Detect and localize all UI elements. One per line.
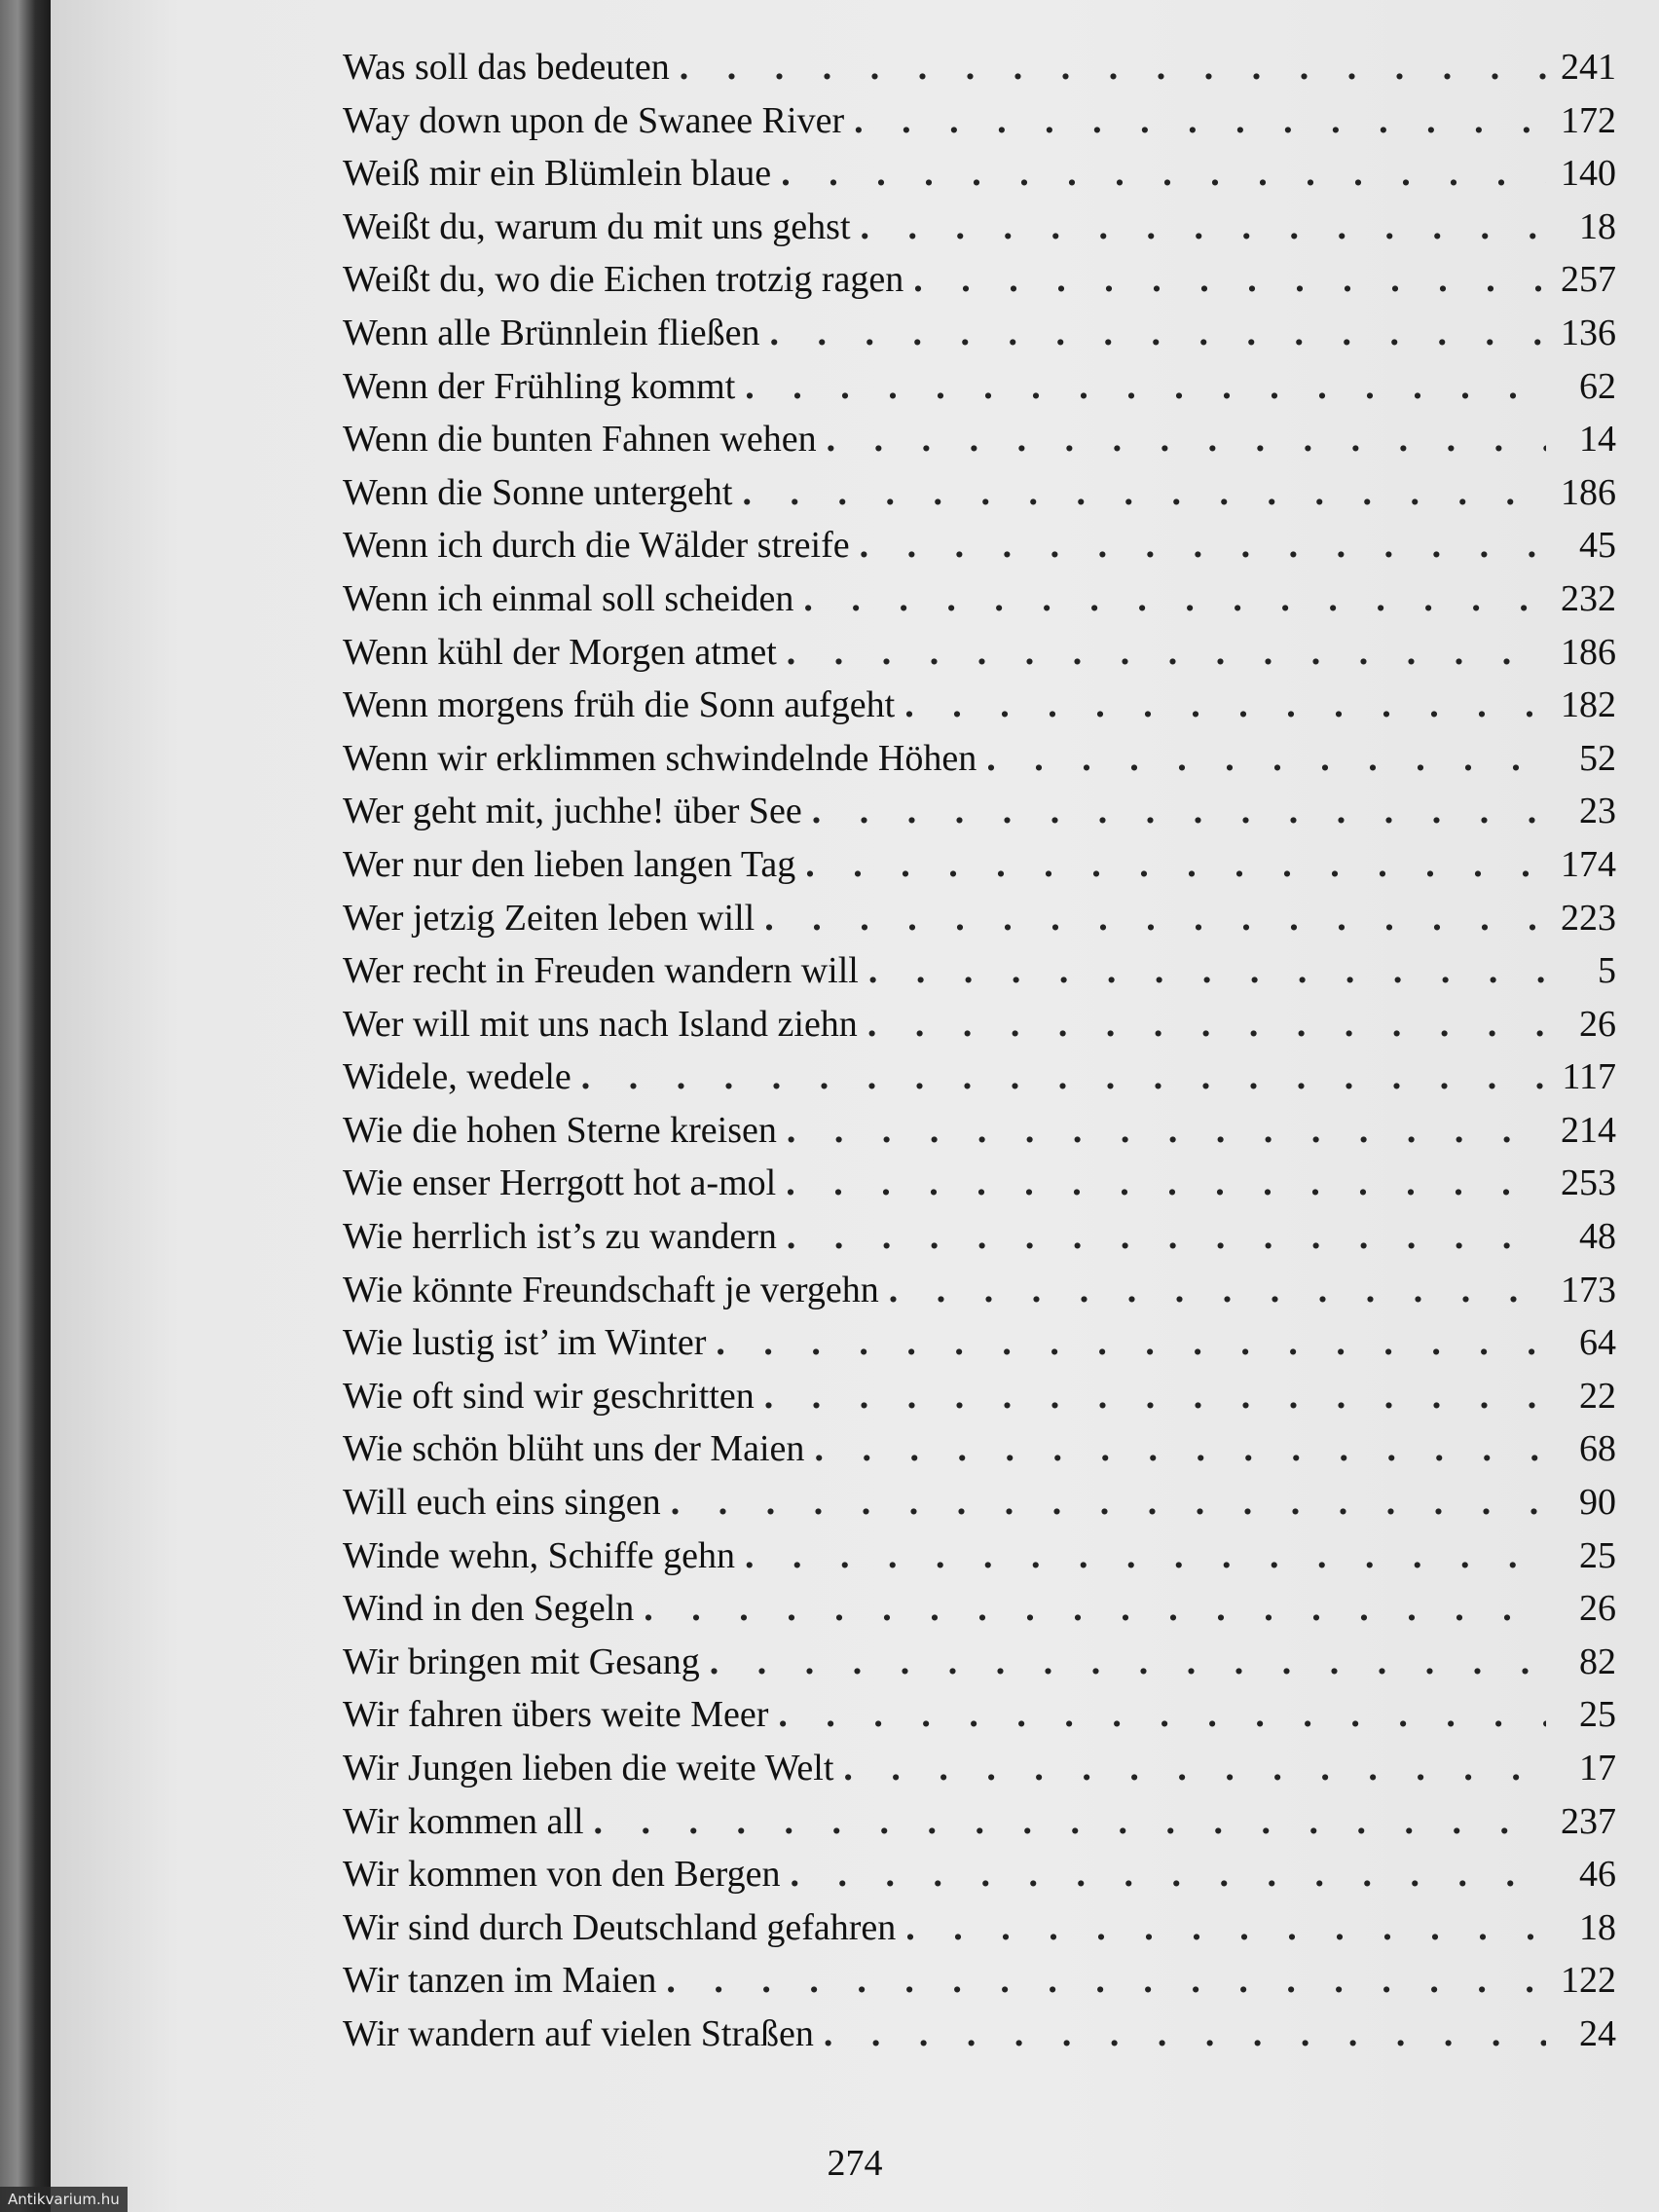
entry-page-number: 117: [1562, 1056, 1616, 1098]
dot-leader: [868, 944, 1546, 998]
entry-title: Wir fahren übers weite Meer: [343, 1694, 769, 1736]
index-entry: [343, 732, 1616, 786]
entry-title: Wie herrlich ist’s zu wandern: [343, 1216, 777, 1258]
entry-page-number: 18: [1579, 1906, 1616, 1948]
index-entry: [343, 253, 1616, 307]
entry-page-number: 174: [1561, 843, 1616, 885]
dot-leader: [680, 41, 1546, 94]
entry-title: Will euch eins singen: [343, 1482, 661, 1524]
dot-leader: [581, 1051, 1546, 1104]
entry-title: Wind in den Segeln: [343, 1588, 635, 1630]
entry-title: Wie könnte Freundschaft je vergehn: [343, 1269, 879, 1310]
entry-title: Wir tanzen im Maien: [343, 1960, 657, 2002]
entry-page-number: 122: [1561, 1960, 1616, 2002]
dot-leader: [666, 1954, 1546, 2008]
song-index-list: [343, 41, 1616, 2061]
entry-page-number: 48: [1579, 1216, 1616, 1258]
index-entry: [343, 2008, 1616, 2061]
entry-page-number: 173: [1561, 1269, 1616, 1310]
dot-leader: [787, 1104, 1546, 1158]
entry-title: Wie schön blüht uns der Maien: [343, 1428, 805, 1470]
index-entry: [343, 1264, 1616, 1317]
entry-page-number: 26: [1579, 1003, 1616, 1045]
entry-title: Wir Jungen lieben die weite Welt: [343, 1748, 834, 1788]
entry-title: Wir kommen all: [343, 1800, 584, 1842]
index-entry: [343, 1104, 1616, 1158]
dot-leader: [861, 201, 1547, 254]
entry-page-number: 172: [1561, 99, 1616, 141]
entry-page-number: 45: [1579, 525, 1616, 567]
index-entry: [343, 1688, 1616, 1742]
entry-title: Wir sind durch Deutschland gefahren: [343, 1906, 897, 1948]
entry-page-number: 46: [1579, 1854, 1616, 1896]
dot-leader: [781, 147, 1546, 201]
index-entry: [343, 360, 1616, 414]
dot-leader: [787, 626, 1546, 680]
dot-leader: [764, 1370, 1546, 1423]
entry-page-number: 182: [1561, 684, 1616, 726]
index-entry: [343, 572, 1616, 626]
watermark: Antikvarium.hu: [0, 2187, 128, 2212]
entry-title: Wer geht mit, juchhe! über See: [343, 791, 802, 832]
index-entry: [343, 998, 1616, 1051]
index-entry: [343, 1476, 1616, 1530]
entry-page-number: 140: [1561, 153, 1616, 195]
index-entry: [343, 1370, 1616, 1423]
entry-title: Wir kommen von den Bergen: [343, 1854, 781, 1896]
index-entry: [343, 41, 1616, 94]
dot-leader: [790, 1848, 1546, 1901]
dot-leader: [764, 892, 1546, 945]
entry-page-number: 17: [1579, 1748, 1616, 1788]
entry-title: Wir wandern auf vielen Straßen: [343, 2012, 814, 2054]
entry-title: Wer nur den lieben langen Tag: [343, 843, 796, 885]
entry-title: Way down upon de Swanee River: [343, 99, 845, 141]
index-entry: [343, 626, 1616, 680]
entry-page-number: 25: [1579, 1534, 1616, 1576]
entry-title: Was soll das bedeuten: [343, 47, 670, 88]
index-entry: [343, 1742, 1616, 1795]
entry-page-number: 223: [1561, 897, 1616, 939]
entry-page-number: 14: [1579, 419, 1616, 461]
dot-leader: [889, 1264, 1546, 1317]
entry-title: Wie lustig ist’ im Winter: [343, 1322, 707, 1364]
entry-page-number: 237: [1561, 1800, 1616, 1842]
dot-leader: [805, 838, 1546, 892]
index-entry: [343, 413, 1616, 466]
index-entry: [343, 1530, 1616, 1583]
dot-leader: [913, 253, 1546, 307]
entry-title: Wer will mit uns nach Island ziehn: [343, 1003, 858, 1045]
entry-title: Wenn wir erklimmen schwindelnde Höhen: [343, 737, 977, 779]
dot-leader: [854, 94, 1546, 148]
entry-title: Weißt du, wo die Eichen trotzig ragen: [343, 259, 904, 301]
dot-leader: [905, 1901, 1546, 1955]
dot-leader: [814, 1422, 1546, 1476]
index-entry: [343, 307, 1616, 360]
dot-leader: [827, 413, 1546, 466]
index-entry: [343, 1848, 1616, 1901]
index-entry: [343, 519, 1616, 572]
entry-page-number: 62: [1579, 365, 1616, 407]
entry-page-number: 26: [1579, 1588, 1616, 1630]
entry-title: Wer recht in Freuden wandern will: [343, 950, 859, 992]
index-entry: [343, 1954, 1616, 2008]
dot-leader: [986, 732, 1546, 786]
entry-title: Wenn der Frühling kommt: [343, 365, 736, 407]
dot-leader: [812, 785, 1546, 838]
dot-leader: [716, 1316, 1546, 1370]
dot-leader: [644, 1582, 1546, 1636]
index-entry: [343, 785, 1616, 838]
entry-title: Weißt du, warum du mit uns gehst: [343, 205, 851, 247]
dot-leader: [824, 2008, 1546, 2061]
dot-leader: [843, 1742, 1546, 1795]
index-entry: [343, 1051, 1616, 1104]
index-entry: [343, 1582, 1616, 1636]
entry-title: Wie die hohen Sterne kreisen: [343, 1109, 777, 1151]
index-entry: [343, 1422, 1616, 1476]
entry-title: Wenn ich einmal soll scheiden: [343, 577, 794, 619]
dot-leader: [860, 519, 1546, 572]
entry-title: Widele, wedele: [343, 1056, 571, 1098]
entry-page-number: 214: [1561, 1109, 1616, 1151]
dot-leader: [594, 1795, 1546, 1849]
index-entry: [343, 1316, 1616, 1370]
index-entry: [343, 1795, 1616, 1849]
index-entry: [343, 944, 1616, 998]
book-spine: [0, 0, 51, 2212]
entry-title: Wir bringen mit Gesang: [343, 1641, 700, 1682]
entry-title: Wenn die bunten Fahnen wehen: [343, 419, 817, 461]
page-number: 274: [827, 2143, 883, 2184]
dot-leader: [671, 1476, 1546, 1530]
entry-page-number: 241: [1561, 47, 1616, 88]
entry-page-number: 90: [1579, 1482, 1616, 1524]
entry-title: Wenn alle Brünnlein fließen: [343, 312, 760, 353]
entry-title: Wenn ich durch die Wälder streife: [343, 525, 850, 567]
dot-leader: [742, 466, 1546, 520]
entry-page-number: 68: [1579, 1428, 1616, 1470]
entry-page-number: 186: [1561, 631, 1616, 673]
index-entry: [343, 1901, 1616, 1955]
index-entry: [343, 1210, 1616, 1264]
entry-page-number: 82: [1579, 1641, 1616, 1682]
dot-leader: [787, 1210, 1546, 1264]
index-entry: [343, 147, 1616, 201]
entry-page-number: 22: [1579, 1375, 1616, 1417]
dot-leader: [710, 1636, 1546, 1689]
entry-page-number: 257: [1561, 259, 1616, 301]
index-entry: [343, 94, 1616, 148]
entry-title: Wenn morgens früh die Sonn aufgeht: [343, 684, 896, 726]
entry-title: Wie oft sind wir geschritten: [343, 1375, 755, 1417]
dot-leader: [786, 1157, 1546, 1210]
index-entry: [343, 466, 1616, 520]
index-entry: [343, 892, 1616, 945]
entry-title: Wie enser Herrgott hot a-mol: [343, 1162, 777, 1204]
dot-leader: [745, 1530, 1546, 1583]
dot-leader: [867, 998, 1546, 1051]
index-entry: [343, 838, 1616, 892]
index-entry: [343, 1636, 1616, 1689]
index-entry: [343, 1157, 1616, 1210]
entry-page-number: 18: [1579, 205, 1616, 247]
dot-leader: [778, 1688, 1546, 1742]
dot-leader: [745, 360, 1546, 414]
entry-page-number: 52: [1579, 737, 1616, 779]
book-page: [51, 0, 1659, 2212]
entry-page-number: 136: [1561, 312, 1616, 353]
entry-title: Winde wehn, Schiffe gehn: [343, 1534, 735, 1576]
dot-leader: [904, 679, 1546, 732]
dot-leader: [770, 307, 1546, 360]
entry-title: Weiß mir ein Blümlein blaue: [343, 153, 772, 195]
dot-leader: [803, 572, 1546, 626]
entry-page-number: 5: [1598, 950, 1616, 992]
entry-page-number: 24: [1579, 2012, 1616, 2054]
entry-page-number: 253: [1561, 1162, 1616, 1204]
entry-title: Wenn die Sonne untergeht: [343, 471, 733, 513]
entry-page-number: 23: [1579, 791, 1616, 832]
entry-page-number: 232: [1561, 577, 1616, 619]
index-entry: [343, 679, 1616, 732]
entry-page-number: 64: [1579, 1322, 1616, 1364]
entry-title: Wenn kühl der Morgen atmet: [343, 631, 777, 673]
index-entry: [343, 201, 1616, 254]
entry-title: Wer jetzig Zeiten leben will: [343, 897, 756, 939]
entry-page-number: 25: [1579, 1694, 1616, 1736]
entry-page-number: 186: [1561, 471, 1616, 513]
